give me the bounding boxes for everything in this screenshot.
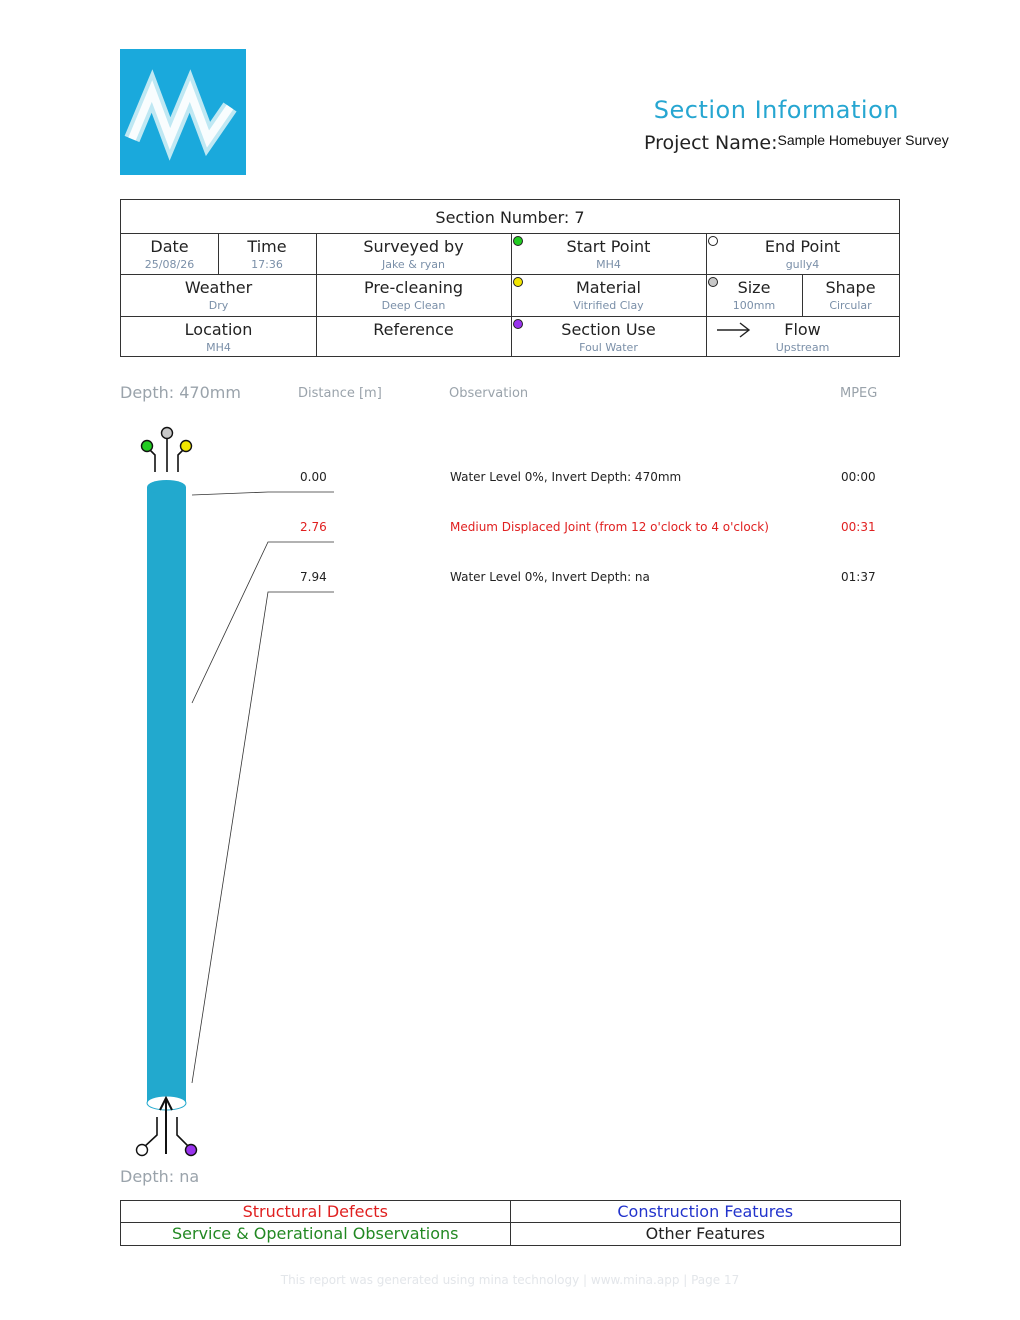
surveyed-by-value: Jake & ryan <box>381 258 446 271</box>
flow-cell: Flow Upstream <box>706 316 899 357</box>
start-point-cell: Start Point MH4 <box>511 233 706 274</box>
date-value: 25/08/26 <box>144 258 195 271</box>
section-number: Section Number: 7 <box>435 208 585 227</box>
material-cell: Material Vitrified Clay <box>511 274 706 316</box>
section-use-value: Foul Water <box>579 341 638 354</box>
surveyed-by-cell: Surveyed by Jake & ryan <box>316 233 511 274</box>
observation-distance: 7.94 <box>300 570 327 584</box>
flow-value: Upstream <box>775 341 830 354</box>
depth-top-label: Depth: 470mm <box>120 383 241 402</box>
observation-mpeg[interactable]: 01:37 <box>841 570 876 584</box>
page-title: Section Information <box>653 96 899 124</box>
observation-text: Medium Displaced Joint (from 12 o'clock to 4 o'clock) <box>450 520 769 534</box>
observation-text: Water Level 0%, Invert Depth: na <box>450 570 650 584</box>
pipe-body <box>147 480 186 1110</box>
reference-cell: Reference <box>373 320 454 339</box>
time-value: 17:36 <box>251 258 283 271</box>
weather-cell: Weather Dry <box>121 274 316 316</box>
observation-text: Water Level 0%, Invert Depth: 470mm <box>450 470 682 484</box>
end-point-cell: End Point gully4 <box>706 233 899 274</box>
depth-bottom-label: Depth: na <box>120 1167 200 1186</box>
distance-column-header: Distance [m] <box>298 386 382 401</box>
date-cell: Date 25/08/26 <box>121 233 218 274</box>
observation-column-header: Observation <box>449 386 529 401</box>
shape-cell: Shape Circular <box>802 274 899 316</box>
end-point-value: gully4 <box>785 258 820 271</box>
observation-distance: 2.76 <box>300 520 327 534</box>
location-value: MH4 <box>206 341 231 354</box>
observation-leader-line <box>192 592 334 1083</box>
start-manhole-icon <box>142 428 192 473</box>
page-footer: This report was generated using mina technology | www.mina.app | Page 17 <box>280 1273 740 1287</box>
mpeg-column-header: MPEG <box>840 386 878 401</box>
shape-value: Circular <box>829 299 872 312</box>
weather-value: Dry <box>208 299 229 312</box>
pre-cleaning-cell: Pre-cleaning Deep Clean <box>316 274 511 316</box>
size-cell: Size 100mm <box>706 274 802 316</box>
legend-construction-features: Construction Features <box>511 1201 901 1223</box>
observation-leader-line <box>192 492 334 495</box>
legend-service-observations: Service & Operational Observations <box>121 1223 511 1245</box>
end-manhole-icon <box>137 1098 197 1156</box>
location-cell: Location MH4 <box>121 316 316 357</box>
material-value: Vitrified Clay <box>573 299 644 312</box>
start-point-value: MH4 <box>596 258 621 271</box>
observation-distance: 0.00 <box>300 470 327 484</box>
legend-structural-defects: Structural Defects <box>121 1201 511 1223</box>
project-name-label: Project Name: <box>644 132 778 154</box>
legend-table <box>120 1200 901 1246</box>
section-use-cell: Section Use Foul Water <box>511 316 706 357</box>
size-value: 100mm <box>732 299 776 312</box>
observation-mpeg[interactable]: 00:00 <box>841 470 876 484</box>
pre-cleaning-value: Deep Clean <box>381 299 446 312</box>
project-name-value: Sample Homebuyer Survey <box>777 132 949 148</box>
time-cell: Time 17:36 <box>218 233 316 274</box>
legend-other-features: Other Features <box>645 1224 765 1243</box>
observation-mpeg[interactable]: 00:31 <box>841 520 876 534</box>
